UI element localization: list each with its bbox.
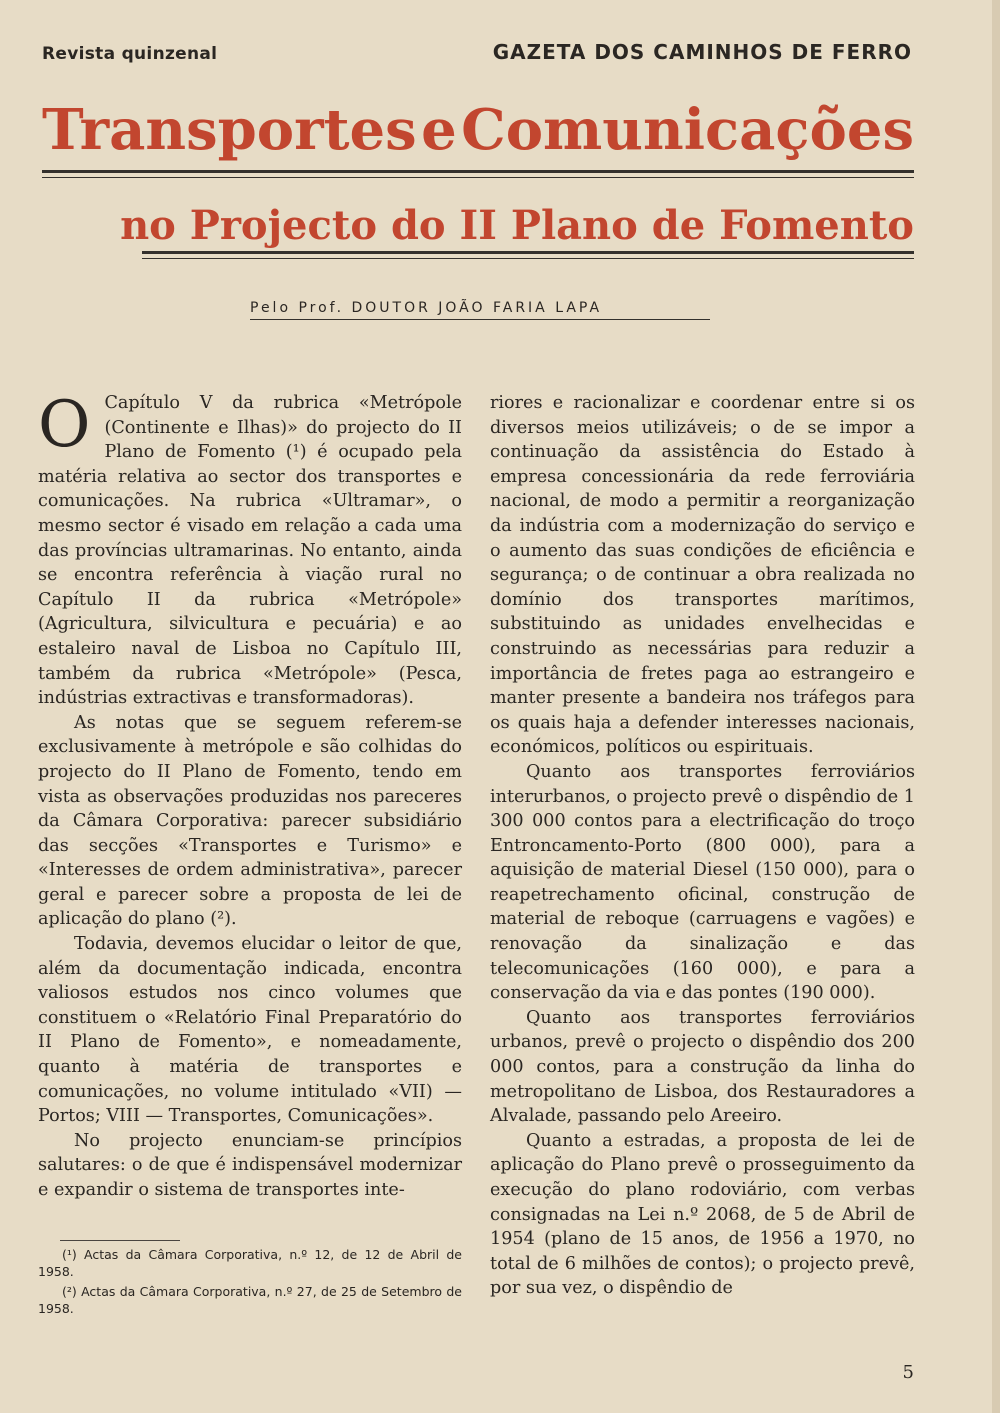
title-word-transportes: Transportes	[42, 97, 417, 163]
paragraph	[38, 388, 462, 711]
paragraph: riores e racionalizar e coordenar entre si os diversos meios utilizáveis; o de se impor a continuação da assistência do Estado à empresa concessionária da rede ferroviária nacional, de modo a permitir a reorganização da indústria com a modernização do serviço e o aumento das suas condições de eficiência e segurança; o de continuar a obra realizada no domínio dos transportes marítimos, substituindo as unidades envelhecidas e construindo as necessárias para reduzir a importância de fretes paga ao estrangeiro e manter presente a bandeira nos tráfegos para os quais haja a defender interesses nacionais, económicos, políticos ou espirituais.	[490, 393, 915, 758]
publication-title: GAZETA DOS CAMINHOS DE FERRO	[492, 40, 912, 64]
title-rule-thick	[42, 170, 914, 173]
article-title	[42, 96, 914, 164]
publication-frequency: Revista quinzenal	[42, 44, 218, 64]
title-rule-thin	[42, 177, 914, 178]
page-edge	[992, 0, 1000, 1413]
article-column-left	[38, 388, 462, 1203]
footnotes	[38, 1246, 462, 1320]
paragraph: Quanto aos transportes ferroviários interurbanos, o projecto prevê o dispêndio de 1 300 000 contos para a electrificação do troço Entroncamento-Porto (800 000), para a aquisição de material Diesel (150 000), para o reapetrechamento oficinal, construção de material de reboque (carruagens e vagões) e renovação da sinalização e das telecomunicações (160 000), e para a conservação da via e das pontes (190 000).	[490, 761, 915, 1004]
paragraph: As notas que se seguem referem-se exclusivamente à metrópole e são colhidas do projecto do II Plano de Fomento, tendo em vista as observações produzidas nos pareceres da Câmara Corporativa: parecer subsidiário das secções «Transportes e Turismo» e «Interesses de ordem administrativa», parecer geral e parecer sobre a proposta de lei de aplicação do plano (²).	[38, 712, 462, 930]
paragraph-text: Capítulo V da rubrica «Metrópole (Continente e Ilhas)» do projecto do II Plano de Fomento (¹) é ocupado pela matéria relativa ao sector dos transportes e comunicações. Na rubrica «Ultramar», o mesmo sector é visado em relação a cada uma das províncias ultramarinas. No entanto, ainda se encontra referência à viação rural no Capítulo II da rubrica «Metrópole» (Agricultura, silvicultura e pecuária) e ao estaleiro naval de Lisboa no Capítulo III, também da rubrica «Metrópole» (Pesca, indústrias extractivas e transformadoras).	[38, 393, 462, 709]
subtitle-rule-thin	[142, 258, 914, 259]
article-column-right	[490, 391, 915, 1301]
paragraph: Todavia, devemos elucidar o leitor de que, além da documentação indicada, encontra valiosos estudos nos cinco volumes que constituem o «Relatório Final Preparatório do II Plano de Fomento», e nomeadamente, quanto à matéria de transportes e comunicações, no volume intitulado «VII) — Portos; VIII — Transportes, Comunicações».	[38, 934, 462, 1127]
paragraph: Quanto a estradas, a proposta de lei de aplicação do Plano prevê o prosseguimento da execução do plano rodoviário, com verbas consignadas na Lei n.º 2068, de 5 de Abril de 1954 (plano de 15 anos, de 1956 a 1970, no total de 6 milhões de contos); o projecto prevê, por sua vez, o dispêndio de	[490, 1130, 915, 1299]
article-subtitle: no Projecto do II Plano de Fomento	[120, 202, 914, 249]
drop-cap: O	[38, 388, 91, 462]
footnote: (²) Actas da Câmara Corporativa, n.º 27, de 25 de Setembro de 1958.	[38, 1284, 462, 1316]
author-byline: Pelo Prof. DOUTOR JOÃO FARIA LAPA	[250, 300, 710, 320]
footnote-divider	[60, 1240, 180, 1241]
paragraph: No projecto enunciam-se princípios salutares: o de que é indispensável modernizar e expandir o sistema de transportes inte-	[38, 1130, 462, 1200]
page-number: 5	[902, 1362, 914, 1383]
paragraph: Quanto aos transportes ferroviários urbanos, prevê o projecto o dispêndio dos 200 000 contos, para a construção da linha do metropolitano de Lisboa, dos Restauradores a Alvalade, passando pelo Areeiro.	[490, 1007, 915, 1127]
footnote: (¹) Actas da Câmara Corporativa, n.º 12, de 12 de Abril de 1958.	[38, 1247, 462, 1279]
title-word-comunicacoes: Comunicações	[461, 97, 914, 163]
subtitle-rule-thick	[142, 251, 914, 254]
title-word-e: e	[421, 97, 457, 163]
